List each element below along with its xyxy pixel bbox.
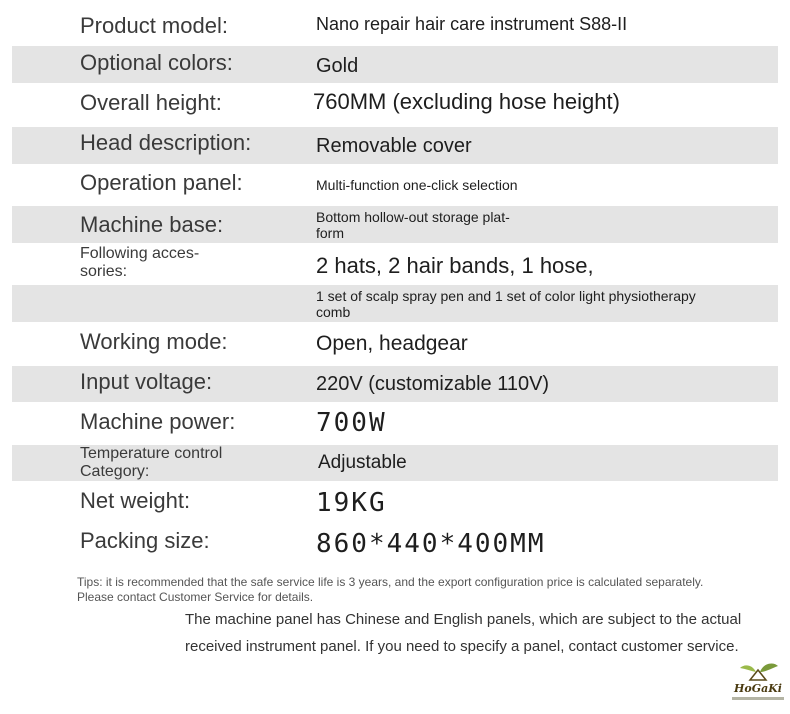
- spec-row-product-model: [12, 6, 778, 44]
- spec-row-temperature-control: [12, 445, 778, 481]
- spec-row-packing-size: [12, 524, 778, 564]
- spec-row-head-description: [12, 127, 778, 164]
- spec-row-following-accessories: [12, 244, 778, 284]
- spec-label: Machine base:: [80, 212, 224, 237]
- spec-label: Operation panel:: [80, 170, 243, 195]
- spec-row-machine-base: [12, 206, 778, 243]
- spec-row-working-mode: [12, 324, 778, 364]
- spec-value: Open, headgear: [316, 332, 468, 355]
- spec-row-accessories-continued: [12, 285, 778, 322]
- spec-label: Input voltage:: [80, 369, 213, 394]
- spec-label: Machine power:: [80, 409, 236, 434]
- logo-text: HoGaKi: [734, 682, 782, 695]
- spec-value: 1 set of scalp spray pen and 1 set of color light physiotherapy comb: [316, 288, 696, 320]
- spec-value: 19KG: [316, 488, 387, 518]
- spec-label: Working mode:: [80, 329, 228, 354]
- spec-row-operation-panel: [12, 166, 778, 204]
- tips-text: Tips: it is recommended that the safe service life is 3 years, and the export configuration price is calculated separately. Please contact Customer Service for details.: [77, 575, 704, 604]
- spec-label: Head description:: [80, 130, 252, 155]
- spec-label: Following acces- sories:: [80, 245, 200, 280]
- spec-label: Overall height:: [80, 90, 222, 115]
- spec-label: Packing size:: [80, 528, 210, 553]
- panel-note: The machine panel has Chinese and English panels, which are subject to the actual received instrument panel. If you need to specify a panel, contact customer service.: [185, 611, 742, 655]
- spec-value: Removable cover: [316, 135, 472, 157]
- spec-row-overall-height: [12, 84, 778, 124]
- spec-value: Bottom hollow-out storage plat- form: [316, 209, 510, 241]
- spec-value: 700W: [316, 408, 387, 438]
- leaf-house-icon: [728, 660, 788, 684]
- spec-value: Adjustable: [318, 452, 407, 473]
- spec-value: 760MM (excluding hose height): [313, 89, 620, 114]
- spec-value: 2 hats, 2 hair bands, 1 hose,: [316, 253, 594, 278]
- spec-label: Product model:: [80, 13, 228, 38]
- spec-value: 860*440*400MM: [316, 529, 546, 559]
- spec-label: Net weight:: [80, 488, 191, 513]
- spec-label: Optional colors:: [80, 50, 233, 75]
- spec-value: Nano repair hair care instrument S88-II: [316, 14, 628, 34]
- spec-row-net-weight: [12, 483, 778, 523]
- spec-value: 220V (customizable 110V): [316, 373, 550, 395]
- spec-row-machine-power: [12, 404, 778, 444]
- brand-logo: [728, 660, 788, 708]
- spec-value: Gold: [316, 55, 359, 77]
- spec-label: Temperature control Category:: [80, 445, 223, 480]
- spec-row-optional-colors: [12, 46, 778, 83]
- logo-underline: [732, 697, 784, 700]
- spec-row-input-voltage: [12, 366, 778, 402]
- spec-value: Multi-function one-click selection: [316, 177, 518, 193]
